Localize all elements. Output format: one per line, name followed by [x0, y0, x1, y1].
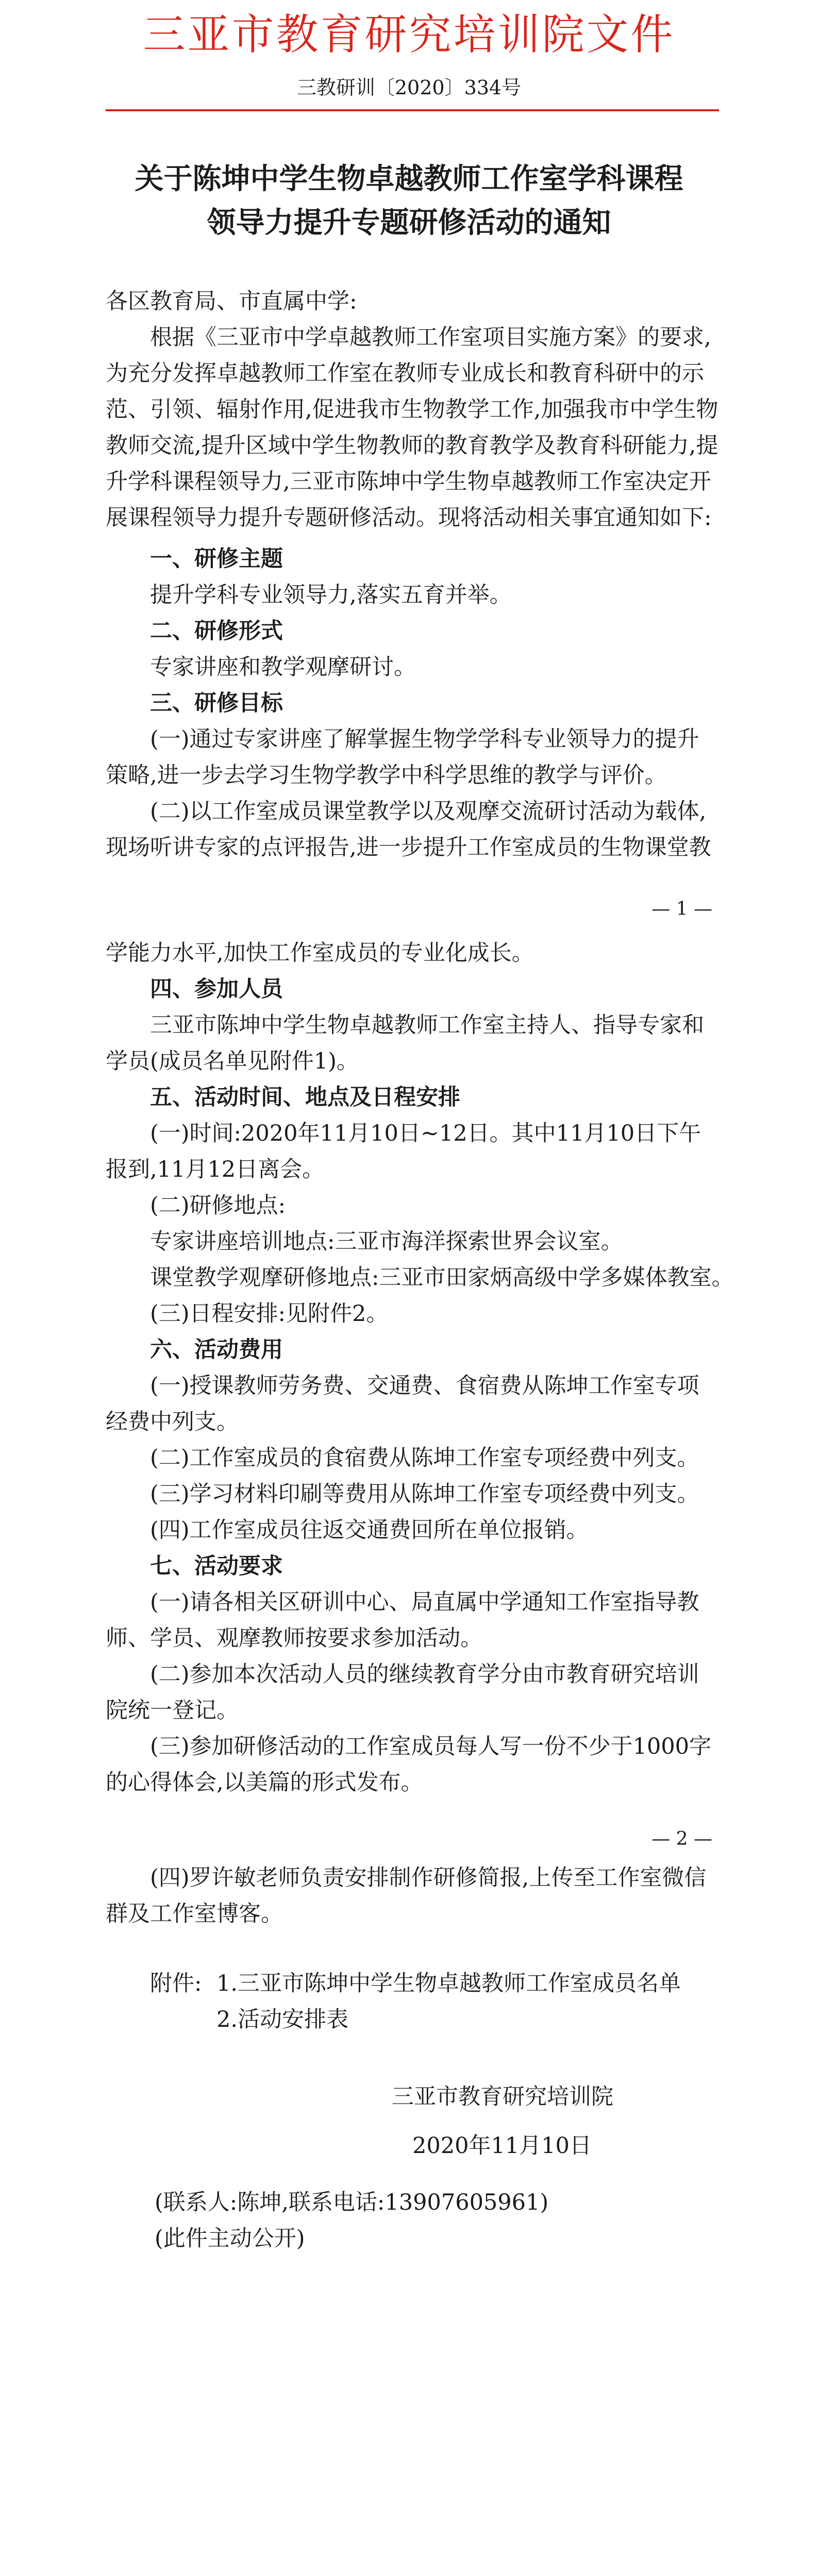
section-7-item-1: (一)请各相关区研训中心、局直属中学通知工作室指导教师、学员、观摩教师按要求参加活动。	[106, 1589, 699, 1651]
section-3-heading: 三、研修目标	[150, 690, 283, 716]
section-4-heading: 四、参加人员	[150, 976, 283, 1002]
section-5-item-2: (二)研修地点:	[150, 1193, 286, 1218]
header-divider	[106, 109, 719, 111]
section-7-item-3: (三)参加研修活动的工作室成员每人写一份不少于1000字的心得体会,以美篇的形式发布。	[106, 1734, 711, 1795]
section-6-item-2: (二)工作室成员的食宿费从陈坤工作室专项经费中列支。	[150, 1445, 699, 1471]
section-5-venue-lecture: 专家讲座培训地点:三亚市海洋探索世界会议室。	[150, 1229, 623, 1255]
contact-info: (联系人:陈坤,联系电话:13907605961)	[155, 2190, 549, 2215]
section-5-item-1: (一)时间:2020年11月10日~12日。其中11月10日下午报到,11月12日离会。	[106, 1121, 702, 1182]
section-5-venue-classroom: 课堂教学观摩研修地点:三亚市田家炳高级中学多媒体教室。	[150, 1265, 734, 1291]
section-2-text: 专家讲座和教学观摩研讨。	[150, 654, 416, 680]
page-number: — 1 —	[652, 899, 712, 920]
attachment-item-1: 1.三亚市陈坤中学生物卓越教师工作室成员名单	[216, 1971, 681, 1996]
section-6-item-1: (一)授课教师劳务费、交通费、食宿费从陈坤工作室专项经费中列支。	[106, 1373, 699, 1435]
section-7-item-2: (二)参加本次活动人员的继续教育学分由市教育研究培训院统一登记。	[106, 1662, 699, 1723]
section-5-heading: 五、活动时间、地点及日程安排	[150, 1084, 460, 1110]
section-5-item-3: (三)日程安排:见附件2。	[150, 1301, 389, 1327]
section-1-heading: 一、研修主题	[150, 546, 283, 572]
section-3-item-2: (二)以工作室成员课堂教学以及观摩交流研讨活动为载体,现场听讲专家的点评报告,进一步提升工作室成员的生物课堂教	[106, 799, 711, 860]
public-disclosure: (此件主动公开)	[155, 2226, 305, 2251]
section-4-text: 三亚市陈坤中学生物卓越教师工作室主持人、指导专家和学员(成员名单见附件1)。	[106, 1012, 704, 1074]
section-7-item-4: (四)罗许敏老师负责安排制作研修简报,上传至工作室微信群及工作室博客。	[106, 1865, 707, 1927]
section-6-item-4: (四)工作室成员往返交通费回所在单位报销。	[150, 1517, 589, 1543]
page-number: — 2 —	[652, 1828, 712, 1850]
attachment-label: 附件:	[150, 1971, 202, 1996]
section-7-heading: 七、活动要求	[150, 1553, 283, 1579]
section-1-text: 提升学科专业领导力,落实五育并举。	[150, 582, 512, 608]
section-2-heading: 二、研修形式	[150, 618, 283, 644]
notice-title-line1: 关于陈坤中学生物卓越教师工作室学科课程	[135, 162, 683, 196]
section-6-item-3: (三)学习材料印刷等费用从陈坤工作室专项经费中列支。	[150, 1481, 699, 1507]
doc-number: 三教研训〔2020〕334号	[296, 76, 522, 99]
salutation: 各区教育局、市直属中学:	[106, 289, 357, 314]
section-3-item-2-continued: 学能力水平,加快工作室成员的专业化成长。	[106, 940, 534, 966]
signature-date: 2020年11月10日	[412, 2133, 592, 2159]
section-3-item-1: (一)通过专家讲座了解掌握生物学学科专业领导力的提升策略,进一步去学习生物学教学中科学思维的教学与评价。	[106, 726, 699, 788]
attachment-item-2: 2.活动安排表	[216, 2007, 349, 2032]
signature-org: 三亚市教育研究培训院	[392, 2084, 613, 2110]
org-title: 三亚市教育研究培训院文件	[143, 10, 675, 59]
notice-title-line2: 领导力提升专题研修活动的通知	[207, 206, 611, 240]
section-6-heading: 六、活动费用	[150, 1337, 283, 1363]
intro-paragraph: 根据《三亚市中学卓越教师工作室项目实施方案》的要求,为充分发挥卓越教师工作室在教师专业成长和教育科研中的示范、引领、辐射作用,促进我市生物教学工作,加强我市中学生物教师交流,提升区域中学生物教师的教育教学及教育科研能力,提升学科课程领导力,三亚市陈坤中学生物卓越教师工作室决定开展课程领导力提升专题研修活动。现将活动相关事宜通知如下:	[106, 325, 719, 531]
